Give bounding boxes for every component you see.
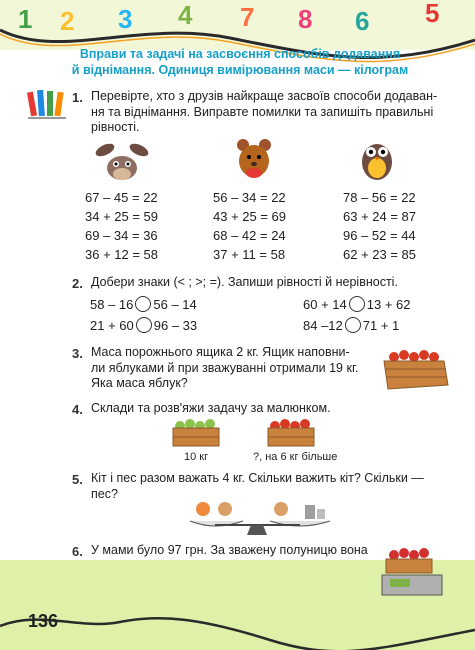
section-title-line-2: й віднімання. Одиниця вимірювання маси — кілограм — [71, 63, 409, 77]
number-characters-decoration — [18, 0, 439, 36]
comparison-circle[interactable] — [349, 296, 365, 312]
equation: 68 – 42 = 24 — [213, 228, 286, 243]
crate-caption-left: 10 кг — [184, 451, 209, 463]
comparison-right: 13 + 62 — [366, 297, 411, 312]
task-2-text: Добери знаки (< ; >; =). Запиши рівності й нерівності. — [91, 275, 398, 289]
owl-character-icon — [358, 134, 396, 184]
strawberry-scale-icon — [378, 545, 448, 600]
equation: 37 + 11 = 58 — [213, 247, 286, 262]
task-1-text — [91, 89, 461, 136]
comparison-left: 21 + 60 — [90, 318, 134, 333]
comparison-item — [303, 296, 411, 312]
svg-text:4: 4 — [178, 0, 193, 30]
comparison-circle[interactable] — [135, 296, 151, 312]
section-title-line-1: Вправи та задачі на засвоєння способів додавання — [79, 47, 401, 61]
svg-text:2: 2 — [60, 6, 75, 36]
svg-text:3: 3 — [118, 4, 133, 34]
pencils-icon — [26, 88, 70, 124]
bear-character-icon — [233, 135, 275, 185]
svg-text:5: 5 — [425, 0, 440, 28]
comparison-left: 60 + 14 — [303, 297, 347, 312]
equations-column-3 — [343, 190, 416, 266]
crate-unknown-icon — [265, 418, 317, 448]
comparison-circle[interactable] — [345, 317, 361, 333]
task-1-text-line: ня та віднімання. Виправте помилки та запишіть правильні — [91, 104, 434, 119]
comparison-left: 58 – 16 — [90, 297, 134, 312]
equation: 36 + 12 = 58 — [85, 247, 159, 262]
task-4-text: Склади та розв'яжи задачу за малюнком. — [91, 401, 331, 415]
crate-10kg-icon — [170, 418, 222, 448]
svg-text:8: 8 — [298, 4, 313, 34]
scale-with-cat-and-dog-icon — [185, 495, 335, 537]
task-3-text — [91, 345, 381, 392]
equations-column-2 — [213, 190, 286, 266]
equation: 63 + 24 = 87 — [343, 209, 417, 224]
comparison-item — [90, 317, 197, 333]
task-6-number: 6. — [72, 544, 83, 559]
equations-column-1 — [85, 190, 158, 266]
task-6-text-line: У мами було 97 грн. За зважену полуницю вона — [91, 543, 368, 557]
svg-text:7: 7 — [240, 2, 255, 32]
apple-crate-icon — [380, 345, 452, 393]
section-title — [40, 46, 440, 78]
equation: 78 – 56 = 22 — [343, 190, 416, 205]
equation: 67 – 45 = 22 — [85, 190, 158, 205]
comparison-item — [303, 317, 399, 333]
equation: 62 + 23 = 85 — [343, 247, 417, 262]
task-1-number: 1. — [72, 90, 83, 105]
task-1-text-line: Перевірте, хто з друзів найкраще засвоїв способи додаван- — [91, 89, 438, 103]
equation: 56 – 34 = 22 — [213, 190, 286, 205]
svg-text:6: 6 — [355, 6, 370, 36]
task-3-text-line: Маса порожнього ящика 2 кг. Ящик наповни- — [91, 345, 350, 359]
task-1-text-line: рівності. — [91, 120, 140, 134]
task-2-number: 2. — [72, 276, 83, 291]
comparison-item — [90, 296, 197, 312]
comparison-left: 84 –12 — [303, 318, 343, 333]
task-5-text-line: пес? — [91, 486, 118, 501]
equation: 43 + 25 = 69 — [213, 209, 287, 224]
task-3-text-line: ли яблуками й при зважуванні отримали 19 кг. — [91, 360, 359, 375]
equation: 96 – 52 = 44 — [343, 228, 416, 243]
task-3-text-line: Яка маса яблук? — [91, 376, 188, 390]
page-number: 136 — [28, 611, 59, 631]
equation: 69 – 34 = 36 — [85, 228, 158, 243]
donkey-character-icon — [95, 138, 149, 184]
comparison-right: 96 – 33 — [153, 318, 198, 333]
comparison-right: 71 + 1 — [362, 318, 400, 333]
task-5-number: 5. — [72, 472, 83, 487]
task-4-number: 4. — [72, 402, 83, 417]
crate-caption-right: ?, на 6 кг більше — [253, 451, 338, 463]
comparison-circle[interactable] — [136, 317, 152, 333]
equation: 34 + 25 = 59 — [85, 209, 159, 224]
svg-text:1: 1 — [18, 4, 33, 34]
footer-swirl-decoration — [0, 600, 475, 650]
task-5-text-line: Кіт і пес разом важать 4 кг. Скільки важить кіт? Скільки — — [91, 471, 424, 485]
task-3-number: 3. — [72, 346, 83, 361]
comparison-right: 56 – 14 — [153, 297, 197, 312]
